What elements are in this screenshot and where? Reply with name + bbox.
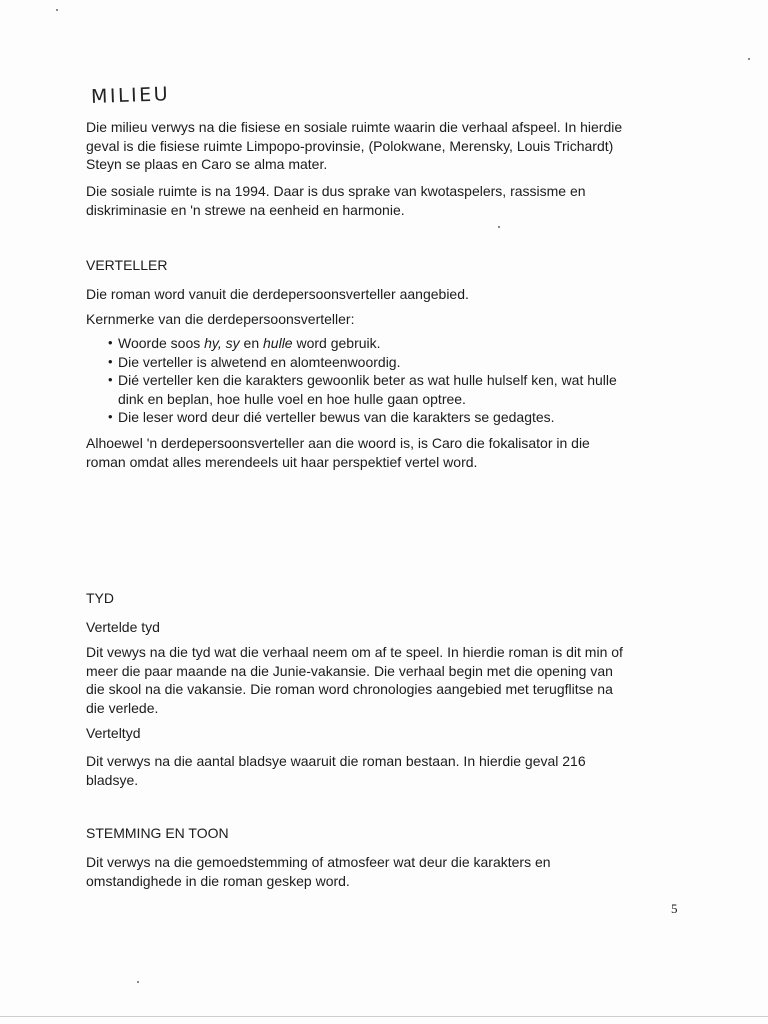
scan-edge-line [0,1016,768,1017]
stemming-heading: STEMMING EN TOON [86,825,229,841]
list-item: • Dié verteller ken die karakters gewoonlik beter as wat hulle hulself ken, wat hulle dink en beplan, hoe hulle voel en hoe hulle gaan optree. [86,371,686,408]
list-item: • Die leser word deur dié verteller bewus van die karakters se gedagtes. [86,408,686,427]
page-number: 5 [671,901,678,916]
scan-speck [137,981,139,983]
milieu-paragraph-2: Die sosiale ruimte is na 1994. Daar is dus sprake van kwotaspelers, rassisme en diskriminasie en 'n strewe na eenheid en harmonie. [86,183,586,218]
verteller-paragraph-2: Kernmerke van die derdepersoonsverteller: [86,311,355,327]
scan-speck [498,226,500,228]
tyd-heading: TYD [86,590,114,606]
scan-speck [748,58,750,60]
tyd-subheading-vertelde-tyd: Vertelde tyd [86,619,160,635]
list-item: • Woorde soos hy, sy en hulle word gebruik. [86,334,686,353]
verteller-heading: VERTELLER [86,257,168,273]
tyd-paragraph-1: Dit vewys na die tyd wat die verhaal neem om af te speel. In hierdie roman is dit min of meer die paar maande na die Junie-vakansie. Die verhaal begin met die opening van die skool na die vakansie. Die roman word chronologies aangebied met terugflitse na die verlede. [86,644,623,716]
stemming-paragraph: Dit verwys na die gemoedstemming of atmosfeer wat deur die karakters en omstandighede in die roman geskep word. [86,854,551,889]
list-item: • Die verteller is alwetend en alomteenwoordig. [86,353,686,372]
scan-speck [56,9,58,11]
tyd-paragraph-2: Dit verwys na die aantal bladsye waaruit die roman bestaan. In hierdie geval 216 bladsye. [86,753,586,788]
verteller-bullet-list [86,334,686,427]
milieu-handwritten-title: MILIEU [90,83,171,108]
milieu-paragraph-1: Die milieu verwys na die fisiese en sosiale ruimte waarin die verhaal afspeel. In hierdie geval is die fisiese ruimte Limpopo-provinsie, (Polokwane, Merensky, Louis Trichardt) Steyn se plaas en Caro se alma mater. [86,119,623,172]
verteller-paragraph-3: Alhoewel 'n derdepersoonsverteller aan die woord is, is Caro die fokalisator in die roman omdat alles merendeels uit haar perspektief vertel word. [86,435,590,470]
verteller-paragraph-1: Die roman word vanuit die derdepersoonsverteller aangebied. [86,286,469,302]
tyd-subheading-verteltyd: Verteltyd [86,725,141,741]
